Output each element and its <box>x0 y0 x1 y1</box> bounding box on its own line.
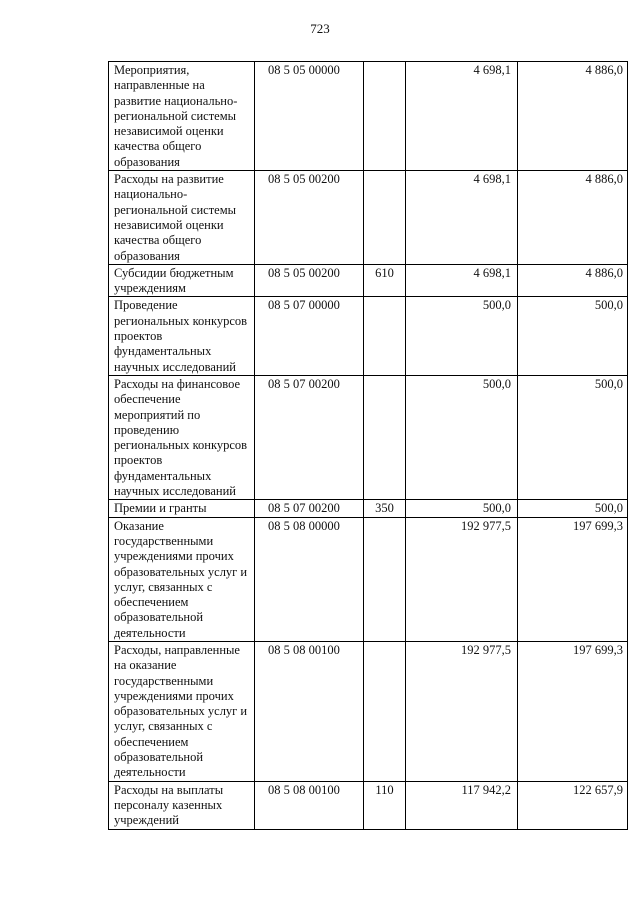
row-amount-year-2: 4 886,0 <box>518 264 628 297</box>
row-name: Расходы на финансовое обеспечение мероприятий по проведению региональных конкурсов проектов фундаментальных научных исследований <box>109 375 255 499</box>
row-name: Расходы на выплаты персоналу казенных учреждений <box>109 781 255 829</box>
row-amount-year-1: 117 942,2 <box>406 781 518 829</box>
table-row <box>109 297 628 375</box>
row-amount-year-1: 500,0 <box>406 500 518 517</box>
row-expense-type <box>364 375 406 499</box>
row-code: 08 5 07 00200 <box>255 375 364 499</box>
row-name: Расходы, направленные на оказание государственными учреждениями прочих образовательных услуг и услуг, связанных с обеспечением образовательной деятельности <box>109 641 255 781</box>
table-row <box>109 375 628 499</box>
row-code: 08 5 07 00000 <box>255 297 364 375</box>
row-code: 08 5 08 00100 <box>255 641 364 781</box>
table-row <box>109 641 628 781</box>
row-code: 08 5 05 00000 <box>255 62 364 171</box>
row-amount-year-1: 4 698,1 <box>406 62 518 171</box>
row-amount-year-2: 500,0 <box>518 297 628 375</box>
row-amount-year-1: 192 977,5 <box>406 641 518 781</box>
row-name: Расходы на развитие национально-региональной системы независимой оценки качества общего образования <box>109 171 255 265</box>
row-code: 08 5 07 00200 <box>255 500 364 517</box>
table-row <box>109 517 628 641</box>
budget-table <box>108 61 628 830</box>
row-name: Проведение региональных конкурсов проектов фундаментальных научных исследований <box>109 297 255 375</box>
row-code: 08 5 05 00200 <box>255 264 364 297</box>
table-row <box>109 781 628 829</box>
row-amount-year-2: 500,0 <box>518 375 628 499</box>
table-row <box>109 171 628 265</box>
row-amount-year-2: 197 699,3 <box>518 517 628 641</box>
row-name: Оказание государственными учреждениями прочих образовательных услуг и услуг, связанных с обеспечением образовательной деятельности <box>109 517 255 641</box>
row-amount-year-2: 4 886,0 <box>518 171 628 265</box>
row-expense-type <box>364 641 406 781</box>
table-row <box>109 500 628 517</box>
row-amount-year-1: 192 977,5 <box>406 517 518 641</box>
row-code: 08 5 08 00000 <box>255 517 364 641</box>
row-expense-type <box>364 517 406 641</box>
row-name: Субсидии бюджетным учреждениям <box>109 264 255 297</box>
row-amount-year-1: 4 698,1 <box>406 264 518 297</box>
row-name: Мероприятия, направленные на развитие национально-региональной системы независимой оценки качества общего образования <box>109 62 255 171</box>
row-expense-type: 610 <box>364 264 406 297</box>
row-name: Премии и гранты <box>109 500 255 517</box>
row-amount-year-2: 122 657,9 <box>518 781 628 829</box>
row-expense-type <box>364 62 406 171</box>
page-number: 723 <box>310 21 330 36</box>
row-expense-type <box>364 297 406 375</box>
row-code: 08 5 05 00200 <box>255 171 364 265</box>
row-amount-year-1: 500,0 <box>406 375 518 499</box>
row-expense-type: 350 <box>364 500 406 517</box>
row-expense-type <box>364 171 406 265</box>
row-expense-type: 110 <box>364 781 406 829</box>
row-amount-year-1: 500,0 <box>406 297 518 375</box>
row-amount-year-1: 4 698,1 <box>406 171 518 265</box>
row-amount-year-2: 500,0 <box>518 500 628 517</box>
table-row <box>109 62 628 171</box>
row-code: 08 5 08 00100 <box>255 781 364 829</box>
row-amount-year-2: 197 699,3 <box>518 641 628 781</box>
table-row <box>109 264 628 297</box>
row-amount-year-2: 4 886,0 <box>518 62 628 171</box>
